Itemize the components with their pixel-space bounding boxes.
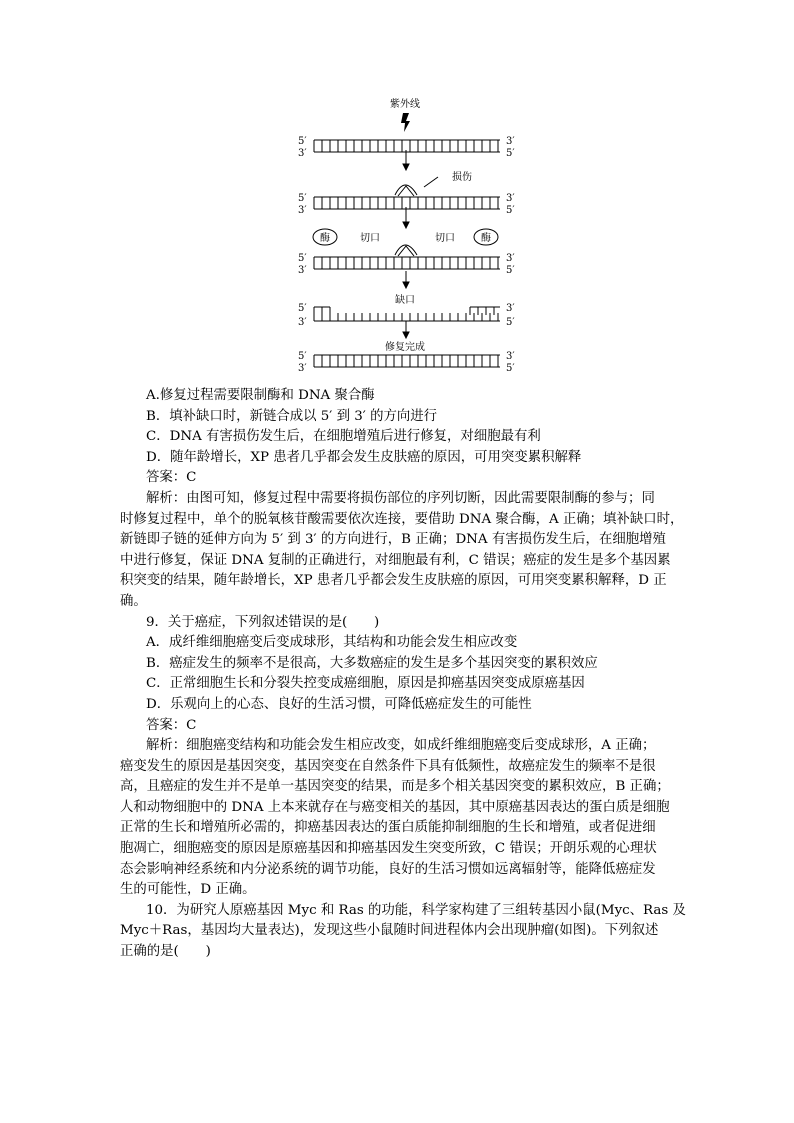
q10-stem-line: 10．为研究人原癌基因 Myc 和 Ras 的功能，科学家构建了三组转基因小鼠(Myc、Ras 及: [146, 902, 686, 918]
q8-analysis-line: 时修复过程中，单个的脱氧核苷酸需要依次连接，要借助 DNA 聚合酶，A 正确；填补缺口时，: [120, 511, 684, 527]
uv-arrow: [401, 113, 410, 132]
cut-left: 切口: [360, 233, 380, 244]
q8-option-b: B．填补缺口时，新链合成以 5′ 到 3′ 的方向进行: [146, 408, 438, 424]
five-prime-label: 5′: [298, 303, 307, 314]
q8-analysis-line: 新链即子链的延伸方向为 5′ 到 3′ 的方向进行，B 正确；DNA 有害损伤发生后，在细胞增殖: [120, 532, 666, 548]
q9-option-c: C．正常细胞生长和分裂失控变成癌细胞，原因是抑癌基因突变成原癌基因: [146, 676, 585, 692]
uv-label: 紫外线: [390, 99, 420, 110]
q8-analysis-line: 解析：由图可知，修复过程中需要将损伤部位的序列切断，因此需要限制酶的参与；同: [146, 490, 655, 506]
repaired-label: 修复完成: [385, 342, 425, 353]
question-8-block: [120, 386, 685, 963]
q9-analysis-line: 解析：细胞癌变结构和功能会发生相应改变，如成纤维细胞癌变后变成球形，A 正确；: [146, 738, 656, 754]
three-prime-label: 3′: [506, 351, 515, 362]
q8-option-d: D．随年龄增长，XP 患者几乎都会发生皮肤癌的原因，可用突变累积解释: [146, 449, 582, 465]
three-prime-label: 3′: [298, 363, 307, 374]
three-prime-label: 3′: [506, 193, 515, 204]
three-prime-label: 3′: [298, 148, 307, 159]
q8-analysis-line: 积突变的结果，随年龄增长，XP 患者几乎都会发生皮肤癌的原因，可用突变累积解释，D 正: [120, 573, 667, 589]
five-prime-label: 5′: [506, 265, 515, 276]
cut-right: 切口: [435, 233, 455, 244]
q9-option-a: A．成纤维细胞癌变后变成球形，其结构和功能会发生相应改变: [146, 635, 518, 651]
q9-analysis-line: 胞凋亡，细胞癌变的原因是原癌基因和抑癌基因发生突变所致，C 错误；开朗乐观的心理状: [120, 841, 657, 857]
five-prime-label: 5′: [298, 136, 307, 147]
three-prime-label: 3′: [298, 265, 307, 276]
q9-analysis-line: 态会影响神经系统和内分泌系统的调节功能，良好的生活习惯如远离辐射等，能降低癌症发: [120, 861, 656, 877]
three-prime-label: 3′: [506, 253, 515, 264]
q9-analysis-line: 癌变发生的原因是基因突变，基因突变在自然条件下具有低频性，故癌症发生的频率不是很: [120, 758, 656, 774]
five-prime-label: 5′: [506, 363, 515, 374]
three-prime-label: 3′: [298, 205, 307, 216]
q8-analysis-line: 中进行修复，保证 DNA 复制的正确进行，对细胞最有利，C 错误；癌症的发生是多个基因累: [120, 552, 671, 568]
q10-stem-line: Myc＋Ras，基因均大量表达)，发现这些小鼠随时间进程体内会出现肿瘤(如图)。下列叙述: [120, 923, 659, 939]
five-prime-label: 5′: [506, 317, 515, 328]
q8-answer: 答案：C: [146, 470, 197, 486]
q9-stem: 9．关于癌症，下列叙述错误的是( ): [146, 614, 380, 630]
gap-label: 缺口: [395, 295, 415, 306]
q9-option-b: B．癌症发生的频率不是很高，大多数癌症的发生是多个基因突变的累积效应: [146, 655, 598, 671]
q9-option-d: D．乐观向上的心态、良好的生活习惯，可降低癌症发生的可能性: [146, 696, 532, 712]
five-prime-label: 5′: [298, 351, 307, 362]
enzyme-right: 酶: [481, 233, 491, 244]
q8-option-c: C．DNA 有害损伤发生后，在细胞增殖后进行修复，对细胞最有利: [146, 429, 541, 445]
q9-answer: 答案：C: [146, 717, 197, 733]
three-prime-label: 3′: [298, 317, 307, 328]
dna-repair-diagram: [290, 95, 530, 385]
q9-analysis-line: 生的可能性，D 正确。: [120, 882, 256, 898]
three-prime-label: 3′: [506, 303, 515, 314]
five-prime-label: 5′: [298, 253, 307, 264]
q10-stem-line: 正确的是( ): [120, 944, 211, 960]
enzyme-left: 酶: [320, 233, 330, 244]
five-prime-label: 5′: [506, 148, 515, 159]
q9-analysis-line: 正常的生长和增殖所必需的，抑癌基因表达的蛋白质能抑制细胞的生长和增殖，或者促进细: [120, 820, 656, 836]
damage-label: 损伤: [452, 172, 472, 183]
q8-option-a: A.修复过程需要限制酶和 DNA 聚合酶: [146, 388, 375, 403]
five-prime-label: 5′: [506, 205, 515, 216]
three-prime-label: 3′: [506, 136, 515, 147]
q8-analysis-line: 确。: [120, 593, 147, 609]
q9-analysis-line: 人和动物细胞中的 DNA 上本来就存在与癌变相关的基因，其中原癌基因表达的蛋白质是细胞: [120, 799, 670, 815]
q9-analysis-line: 高，且癌症的发生并不是单一基因突变的结果，而是多个相关基因突变的累积效应，B 正确；: [120, 779, 670, 795]
five-prime-label: 5′: [298, 193, 307, 204]
